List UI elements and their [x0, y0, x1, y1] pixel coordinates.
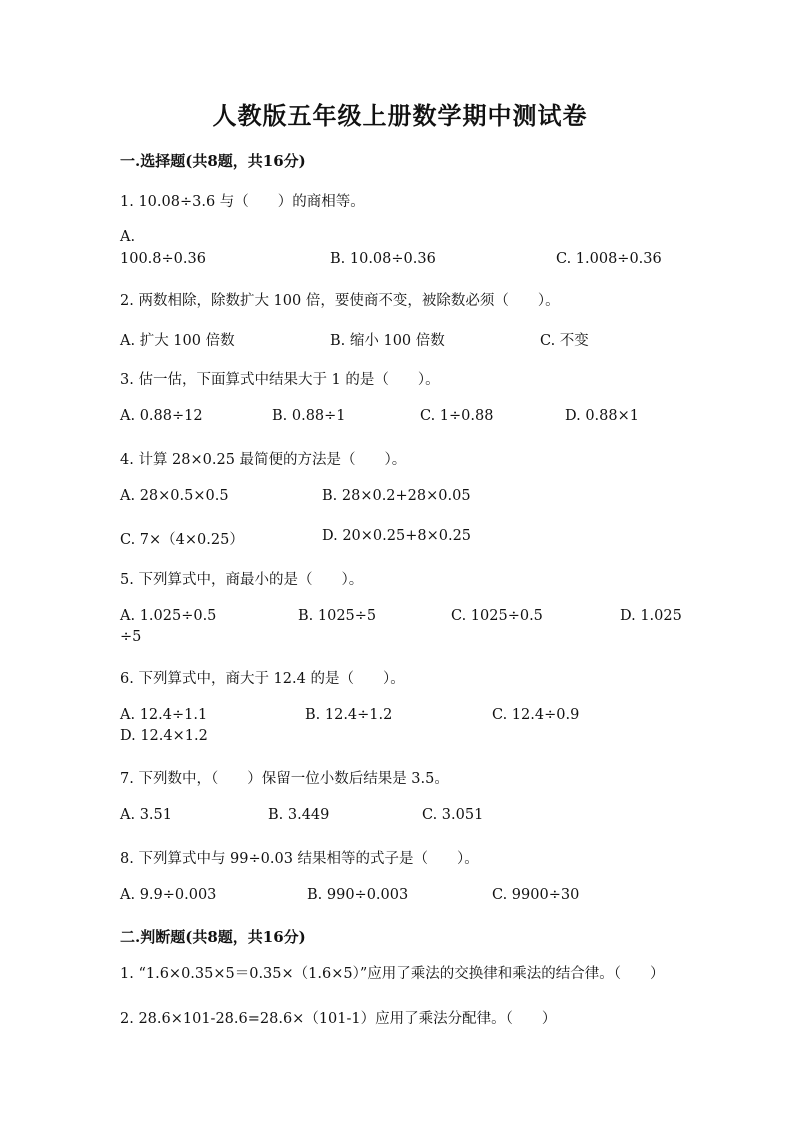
options-3 [120, 408, 700, 430]
option-6d: D. 12.4×1.2 [120, 728, 208, 744]
judgement-question-2: 2. 28.6×101-28.6=28.6×（101-1）应用了乘法分配律。（ ） [120, 1011, 557, 1027]
option-8b: B. 990÷0.003 [307, 887, 409, 903]
option-1a: 100.8÷0.36 [120, 251, 206, 267]
option-1c: C. 1.008÷0.36 [556, 251, 662, 267]
question-6: 6. 下列算式中，商大于 12.4 的是（ ）。 [120, 671, 405, 687]
judgement-question-1: 1. “1.6×0.35×5＝0.35×（1.6×5）”应用了乘法的交换律和乘法的结合律。（ ） [120, 966, 665, 982]
option-7c: C. 3.051 [422, 807, 484, 823]
option-2c: C. 不变 [540, 333, 589, 349]
question-7: 7. 下列数中，（ ）保留一位小数后结果是 3.5。 [120, 771, 449, 787]
section-heading-choice: 一.选择题(共8题，共16分) [120, 152, 306, 170]
option-5d: D. 1.025 [620, 608, 682, 624]
section-heading-judgement: 二.判断题(共8题，共16分) [120, 928, 306, 946]
option-3c: C. 1÷0.88 [420, 408, 494, 424]
options-4-row2 [120, 528, 700, 550]
options-2 [120, 329, 700, 351]
options-4-row1 [120, 488, 700, 510]
option-2b: B. 缩小 100 倍数 [330, 333, 445, 349]
option-1a-label: A. [120, 229, 136, 245]
options-7 [120, 807, 700, 829]
option-6b: B. 12.4÷1.2 [305, 707, 393, 723]
option-5d-continued: ÷5 [120, 629, 142, 645]
option-6a: A. 12.4÷1.1 [120, 707, 208, 723]
option-3d: D. 0.88×1 [565, 408, 639, 424]
option-4a: A. 28×0.5×0.5 [120, 488, 229, 504]
options-5 [120, 608, 700, 630]
option-7a: A. 3.51 [120, 807, 172, 823]
options-1 [120, 251, 700, 273]
options-6 [120, 707, 700, 729]
option-8c: C. 9900÷30 [492, 887, 580, 903]
option-5b: B. 1025÷5 [298, 608, 377, 624]
question-1: 1. 10.08÷3.6 与（ ）的商相等。 [120, 194, 365, 210]
options-8 [120, 887, 700, 909]
option-4d: D. 20×0.25+8×0.25 [322, 528, 472, 544]
option-6c: C. 12.4÷0.9 [492, 707, 580, 723]
option-4b: B. 28×0.2+28×0.05 [322, 488, 471, 504]
question-4: 4. 计算 28×0.25 最简便的方法是（ ）。 [120, 452, 407, 468]
page-title: 人教版五年级上册数学期中测试卷 [212, 101, 588, 130]
option-8a: A. 9.9÷0.003 [120, 887, 217, 903]
option-3a: A. 0.88÷12 [120, 408, 203, 424]
option-2a: A. 扩大 100 倍数 [120, 333, 235, 349]
question-3: 3. 估一估，下面算式中结果大于 1 的是（ ）。 [120, 372, 440, 388]
question-8: 8. 下列算式中与 99÷0.03 结果相等的式子是（ ）。 [120, 851, 479, 867]
question-2: 2. 两数相除，除数扩大 100 倍，要使商不变，被除数必须（ ）。 [120, 293, 560, 309]
option-7b: B. 3.449 [268, 807, 330, 823]
option-4c: C. 7×（4×0.25） [120, 532, 244, 548]
option-1b: B. 10.08÷0.36 [330, 251, 436, 267]
option-3b: B. 0.88÷1 [272, 408, 346, 424]
option-5c: C. 1025÷0.5 [451, 608, 543, 624]
option-5a: A. 1.025÷0.5 [120, 608, 217, 624]
question-5: 5. 下列算式中，商最小的是（ ）。 [120, 572, 364, 588]
